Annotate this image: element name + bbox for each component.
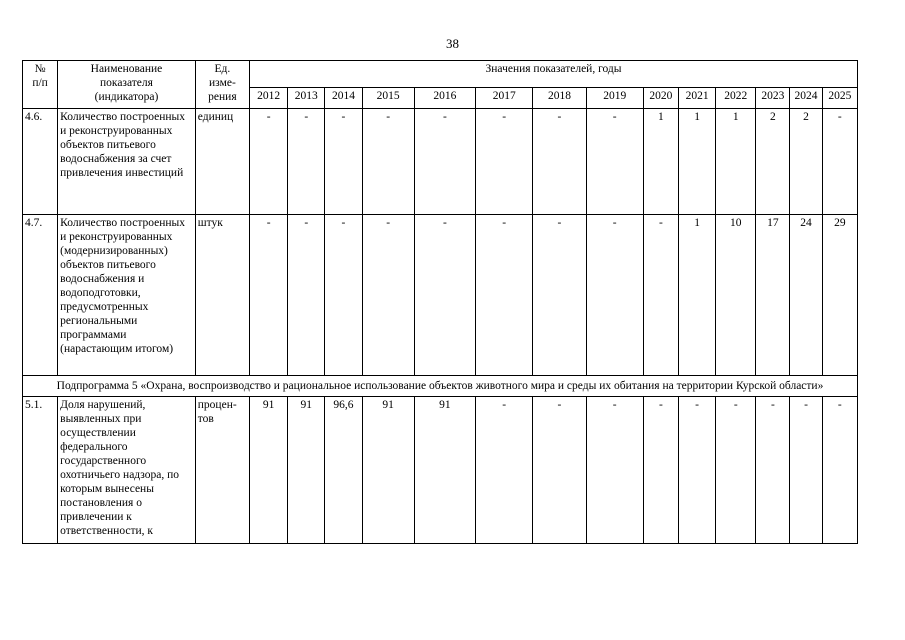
indicators-table xyxy=(22,60,858,544)
value-cell: - xyxy=(533,397,586,544)
subprogram-title: Подпрограмма 5 «Охрана, воспроизводство и рациональное использование объектов животного мира и среды их обитания на территории Курской области» xyxy=(23,376,858,397)
value-cell: 1 xyxy=(678,109,715,215)
value-cell: 1 xyxy=(643,109,678,215)
value-cell: 96,6 xyxy=(325,397,362,544)
row-unit: единиц xyxy=(195,109,249,215)
header-name: Наименование показателя (индикатора) xyxy=(58,61,196,109)
row-unit: штук xyxy=(195,215,249,376)
value-cell: 2 xyxy=(790,109,822,215)
row-unit: процен- тов xyxy=(195,397,249,544)
row-name: Доля нарушений, выявленных при осуществлении федерального государственного охотничьего надзора, по которым вынесены постановления о привлечении к ответственности, к xyxy=(58,397,196,544)
table-row xyxy=(23,215,858,376)
value-cell: 91 xyxy=(288,397,325,544)
value-cell: 17 xyxy=(756,215,790,376)
year-2025: 2025 xyxy=(822,88,857,109)
value-cell: - xyxy=(250,109,288,215)
row-num: 4.6. xyxy=(23,109,58,215)
header-years-title: Значения показателей, годы xyxy=(250,61,858,88)
value-cell: - xyxy=(678,397,715,544)
year-2023: 2023 xyxy=(756,88,790,109)
value-cell: - xyxy=(643,397,678,544)
value-cell: 91 xyxy=(414,397,475,544)
value-cell: - xyxy=(643,215,678,376)
year-2012: 2012 xyxy=(250,88,288,109)
year-2014: 2014 xyxy=(325,88,362,109)
year-2017: 2017 xyxy=(476,88,533,109)
header-num: № п/п xyxy=(23,61,58,109)
year-2018: 2018 xyxy=(533,88,586,109)
value-cell: 10 xyxy=(716,215,756,376)
row-num: 5.1. xyxy=(23,397,58,544)
value-cell: - xyxy=(362,109,414,215)
header-unit: Ед. изме- рения xyxy=(195,61,249,109)
row-num: 4.7. xyxy=(23,215,58,376)
subprogram-row xyxy=(23,376,858,397)
year-2024: 2024 xyxy=(790,88,822,109)
value-cell: 2 xyxy=(756,109,790,215)
value-cell: - xyxy=(250,215,288,376)
value-cell: - xyxy=(325,109,362,215)
value-cell: - xyxy=(756,397,790,544)
value-cell: - xyxy=(476,397,533,544)
value-cell: 1 xyxy=(678,215,715,376)
year-2015: 2015 xyxy=(362,88,414,109)
year-2021: 2021 xyxy=(678,88,715,109)
value-cell: 29 xyxy=(822,215,857,376)
year-2019: 2019 xyxy=(586,88,643,109)
value-cell: - xyxy=(586,215,643,376)
value-cell: - xyxy=(288,215,325,376)
value-cell: - xyxy=(586,109,643,215)
header-row-1 xyxy=(23,61,858,88)
value-cell: - xyxy=(586,397,643,544)
year-2013: 2013 xyxy=(288,88,325,109)
value-cell: - xyxy=(822,397,857,544)
value-cell: - xyxy=(790,397,822,544)
row-name: Количество построенных и реконструированных (модернизированных) объектов питьевого водоснабжения и водоподготовки, предусмотренных региональными программами (нарастающим итогом) xyxy=(58,215,196,376)
row-name: Количество построенных и реконструированных объектов питьевого водоснабжения за счет привлечения инвестиций xyxy=(58,109,196,215)
value-cell: 91 xyxy=(250,397,288,544)
value-cell: - xyxy=(533,215,586,376)
year-2020: 2020 xyxy=(643,88,678,109)
value-cell: - xyxy=(716,397,756,544)
value-cell: - xyxy=(288,109,325,215)
page-number: 38 xyxy=(446,36,459,51)
table-row xyxy=(23,109,858,215)
value-cell: - xyxy=(822,109,857,215)
value-cell: - xyxy=(533,109,586,215)
value-cell: 1 xyxy=(716,109,756,215)
value-cell: 24 xyxy=(790,215,822,376)
table-row xyxy=(23,397,858,544)
value-cell: - xyxy=(476,109,533,215)
year-2016: 2016 xyxy=(414,88,475,109)
value-cell: - xyxy=(325,215,362,376)
value-cell: - xyxy=(414,215,475,376)
value-cell: - xyxy=(476,215,533,376)
value-cell: - xyxy=(414,109,475,215)
value-cell: - xyxy=(362,215,414,376)
year-2022: 2022 xyxy=(716,88,756,109)
value-cell: 91 xyxy=(362,397,414,544)
